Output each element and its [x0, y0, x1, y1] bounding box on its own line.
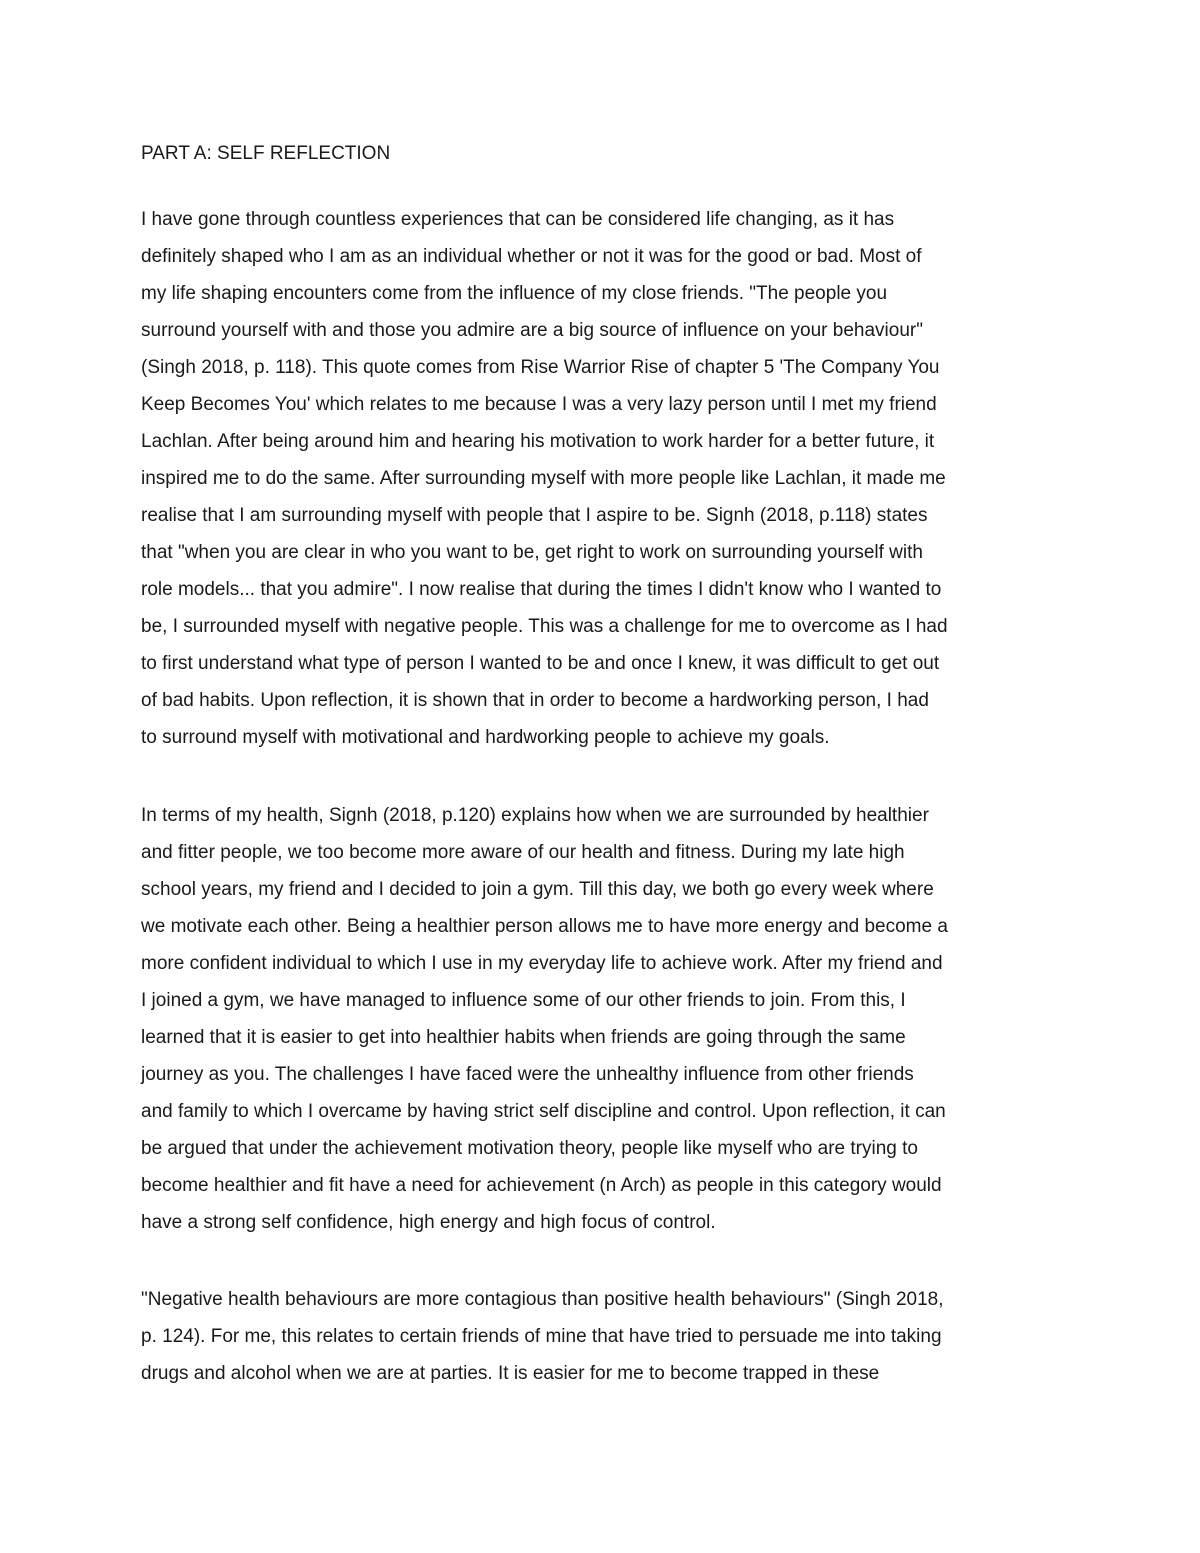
text-line: drugs and alcohol when we are at parties. It is easier for me to become trapped in these	[141, 1363, 880, 1384]
text-line: have a strong self confidence, high energy and high focus of control.	[141, 1212, 716, 1233]
paragraph-1	[141, 201, 1081, 756]
text-line: be, I surrounded myself with negative people. This was a challenge for me to overcome as I had	[141, 616, 948, 637]
text-line: definitely shaped who I am as an individual whether or not it was for the good or bad. Most of	[141, 246, 922, 267]
text-line: Keep Becomes You' which relates to me because I was a very lazy person until I met my friend	[141, 394, 937, 415]
text-line: realise that I am surrounding myself with people that I aspire to be. Signh (2018, p.118) states	[141, 505, 928, 526]
text-line: Lachlan. After being around him and hearing his motivation to work harder for a better future, it	[141, 431, 935, 452]
text-line: we motivate each other. Being a healthier person allows me to have more energy and become a	[141, 916, 948, 937]
paragraph-3	[141, 1281, 1081, 1392]
text-line: p. 124). For me, this relates to certain friends of mine that have tried to persuade me into taking	[141, 1326, 942, 1347]
text-line: and fitter people, we too become more aware of our health and fitness. During my late high	[141, 842, 905, 863]
section-heading: PART A: SELF REFLECTION	[141, 143, 391, 164]
text-line: of bad habits. Upon reflection, it is shown that in order to become a hardworking person, I had	[141, 690, 929, 711]
text-line: be argued that under the achievement motivation theory, people like myself who are trying to	[141, 1138, 918, 1159]
text-line: I have gone through countless experiences that can be considered life changing, as it has	[141, 209, 895, 230]
text-line: (Singh 2018, p. 118). This quote comes from Rise Warrior Rise of chapter 5 'The Company You	[141, 357, 940, 378]
text-line: I joined a gym, we have managed to influence some of our other friends to join. From this, I	[141, 990, 906, 1011]
text-line: surround yourself with and those you admire are a big source of influence on your behaviour"	[141, 320, 923, 341]
text-line: that "when you are clear in who you want to be, get right to work on surrounding yourself with	[141, 542, 923, 563]
text-line: school years, my friend and I decided to join a gym. Till this day, we both go every week where	[141, 879, 934, 900]
text-line: role models... that you admire". I now realise that during the times I didn't know who I wanted to	[141, 579, 942, 600]
text-line: to surround myself with motivational and hardworking people to achieve my goals.	[141, 727, 830, 748]
text-line: journey as you. The challenges I have faced were the unhealthy influence from other friends	[141, 1064, 914, 1085]
text-line: inspired me to do the same. After surrounding myself with more people like Lachlan, it made me	[141, 468, 946, 489]
text-line: "Negative health behaviours are more contagious than positive health behaviours" (Singh 2018,	[141, 1289, 944, 1310]
text-line: become healthier and fit have a need for achievement (n Arch) as people in this category would	[141, 1175, 942, 1196]
text-line: my life shaping encounters come from the influence of my close friends. "The people you	[141, 283, 888, 304]
text-line: In terms of my health, Signh (2018, p.120) explains how when we are surrounded by healthier	[141, 805, 929, 826]
text-line: to first understand what type of person I wanted to be and once I knew, it was difficult to get out	[141, 653, 940, 674]
paragraph-2	[141, 797, 1081, 1241]
text-line: and family to which I overcame by having strict self discipline and control. Upon reflection, it can	[141, 1101, 946, 1122]
text-line: learned that it is easier to get into healthier habits when friends are going through the same	[141, 1027, 906, 1048]
text-line: more confident individual to which I use in my everyday life to achieve work. After my friend and	[141, 953, 943, 974]
